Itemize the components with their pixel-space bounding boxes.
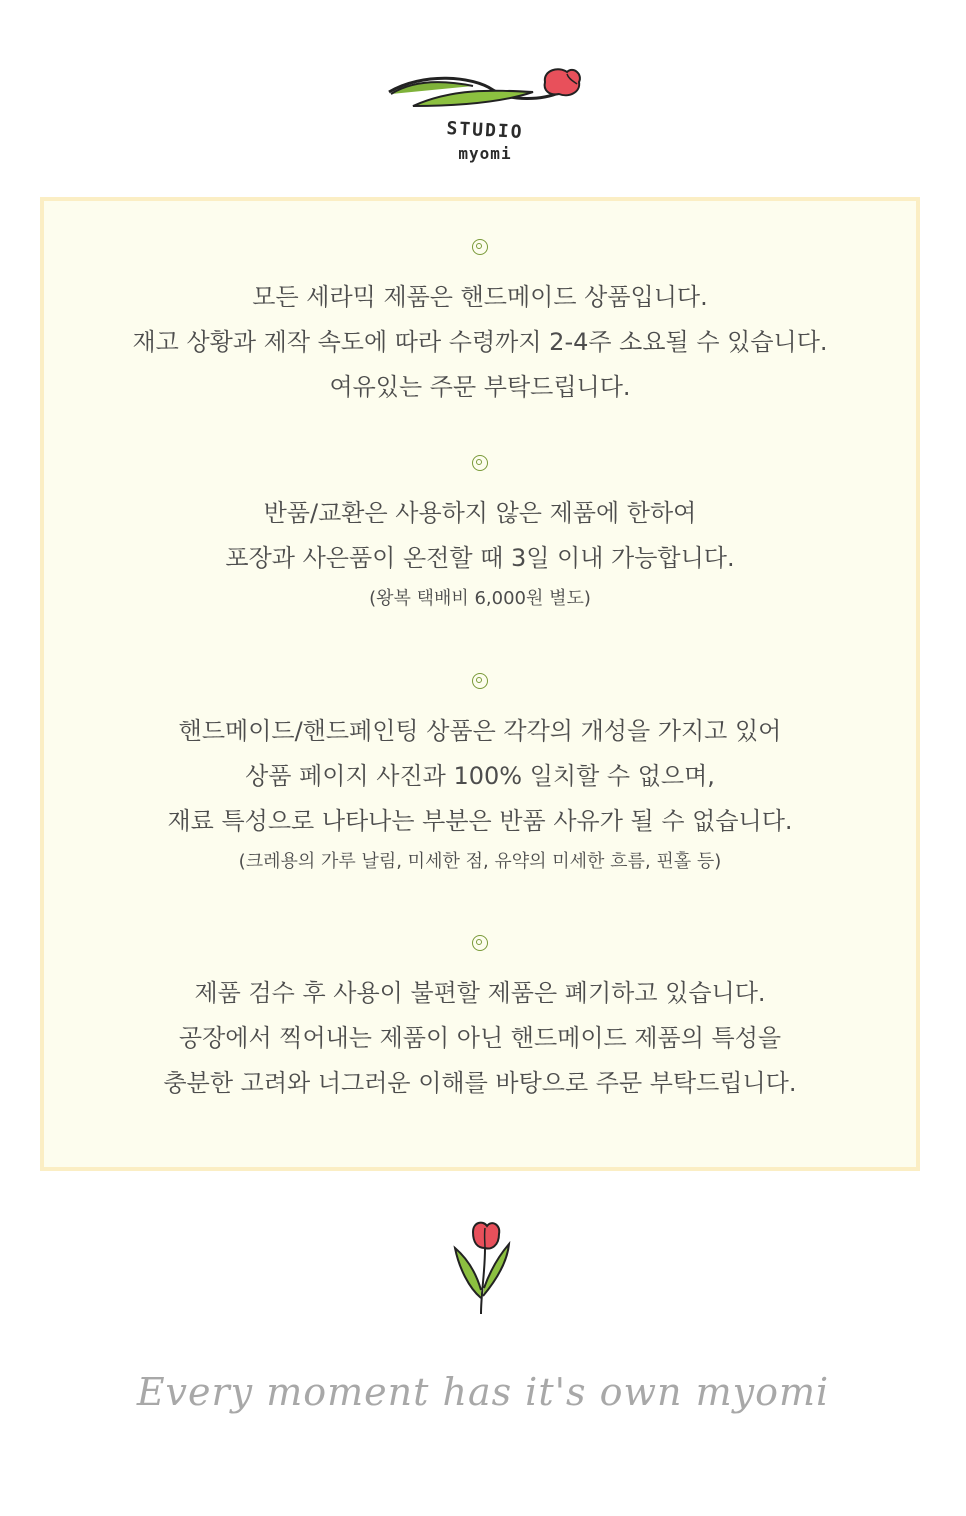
notice-note: (크레용의 가루 날림, 미세한 점, 유약의 미세한 흐름, 핀홀 등) [238,851,722,872]
notice-section-inspection [44,935,916,1106]
studio-myomi-logo [383,62,587,172]
logo-line-studio: STUDIO [445,117,525,144]
double-circle-bullet-icon [472,239,488,255]
notice-line: 여유있는 주문 부탁드립니다. [329,373,631,401]
tulip-stem-icon [383,62,587,122]
notice-box [40,197,920,1171]
notice-line: 모든 세라믹 제품은 핸드메이드 상품입니다. [252,283,708,311]
notice-section-delivery [44,239,916,410]
logo-line-myomi: myomi [458,144,512,163]
notice-line: 재고 상황과 제작 속도에 따라 수령까지 2-4주 소요될 수 있습니다. [132,328,828,356]
slogan: Every moment has it's own myomi [136,1370,830,1414]
double-circle-bullet-icon [472,935,488,951]
notice-line: 재료 특성으로 나타나는 부분은 반품 사유가 될 수 없습니다. [167,807,793,835]
notice-line: 포장과 사은품이 온전할 때 3일 이내 가능합니다. [225,544,735,572]
notice-line: 공장에서 찍어내는 제품이 아닌 핸드메이드 제품의 특성을 [178,1024,782,1052]
notice-line: 상품 페이지 사진과 100% 일치할 수 없으며, [245,762,715,790]
double-circle-bullet-icon [472,455,488,471]
notice-line: 충분한 고려와 너그러운 이해를 바탕으로 주문 부탁드립니다. [163,1069,797,1097]
tulip-icon [451,1218,515,1318]
notice-section-return [44,455,916,617]
notice-line: 반품/교환은 사용하지 않은 제품에 한하여 [263,499,697,527]
notice-section-handmade [44,673,916,880]
double-circle-bullet-icon [472,673,488,689]
notice-note: (왕복 택배비 6,000원 별도) [369,588,591,609]
notice-line: 제품 검수 후 사용이 불편할 제품은 폐기하고 있습니다. [194,979,766,1007]
notice-line: 핸드메이드/핸드페인팅 상품은 각각의 개성을 가지고 있어 [178,717,782,745]
